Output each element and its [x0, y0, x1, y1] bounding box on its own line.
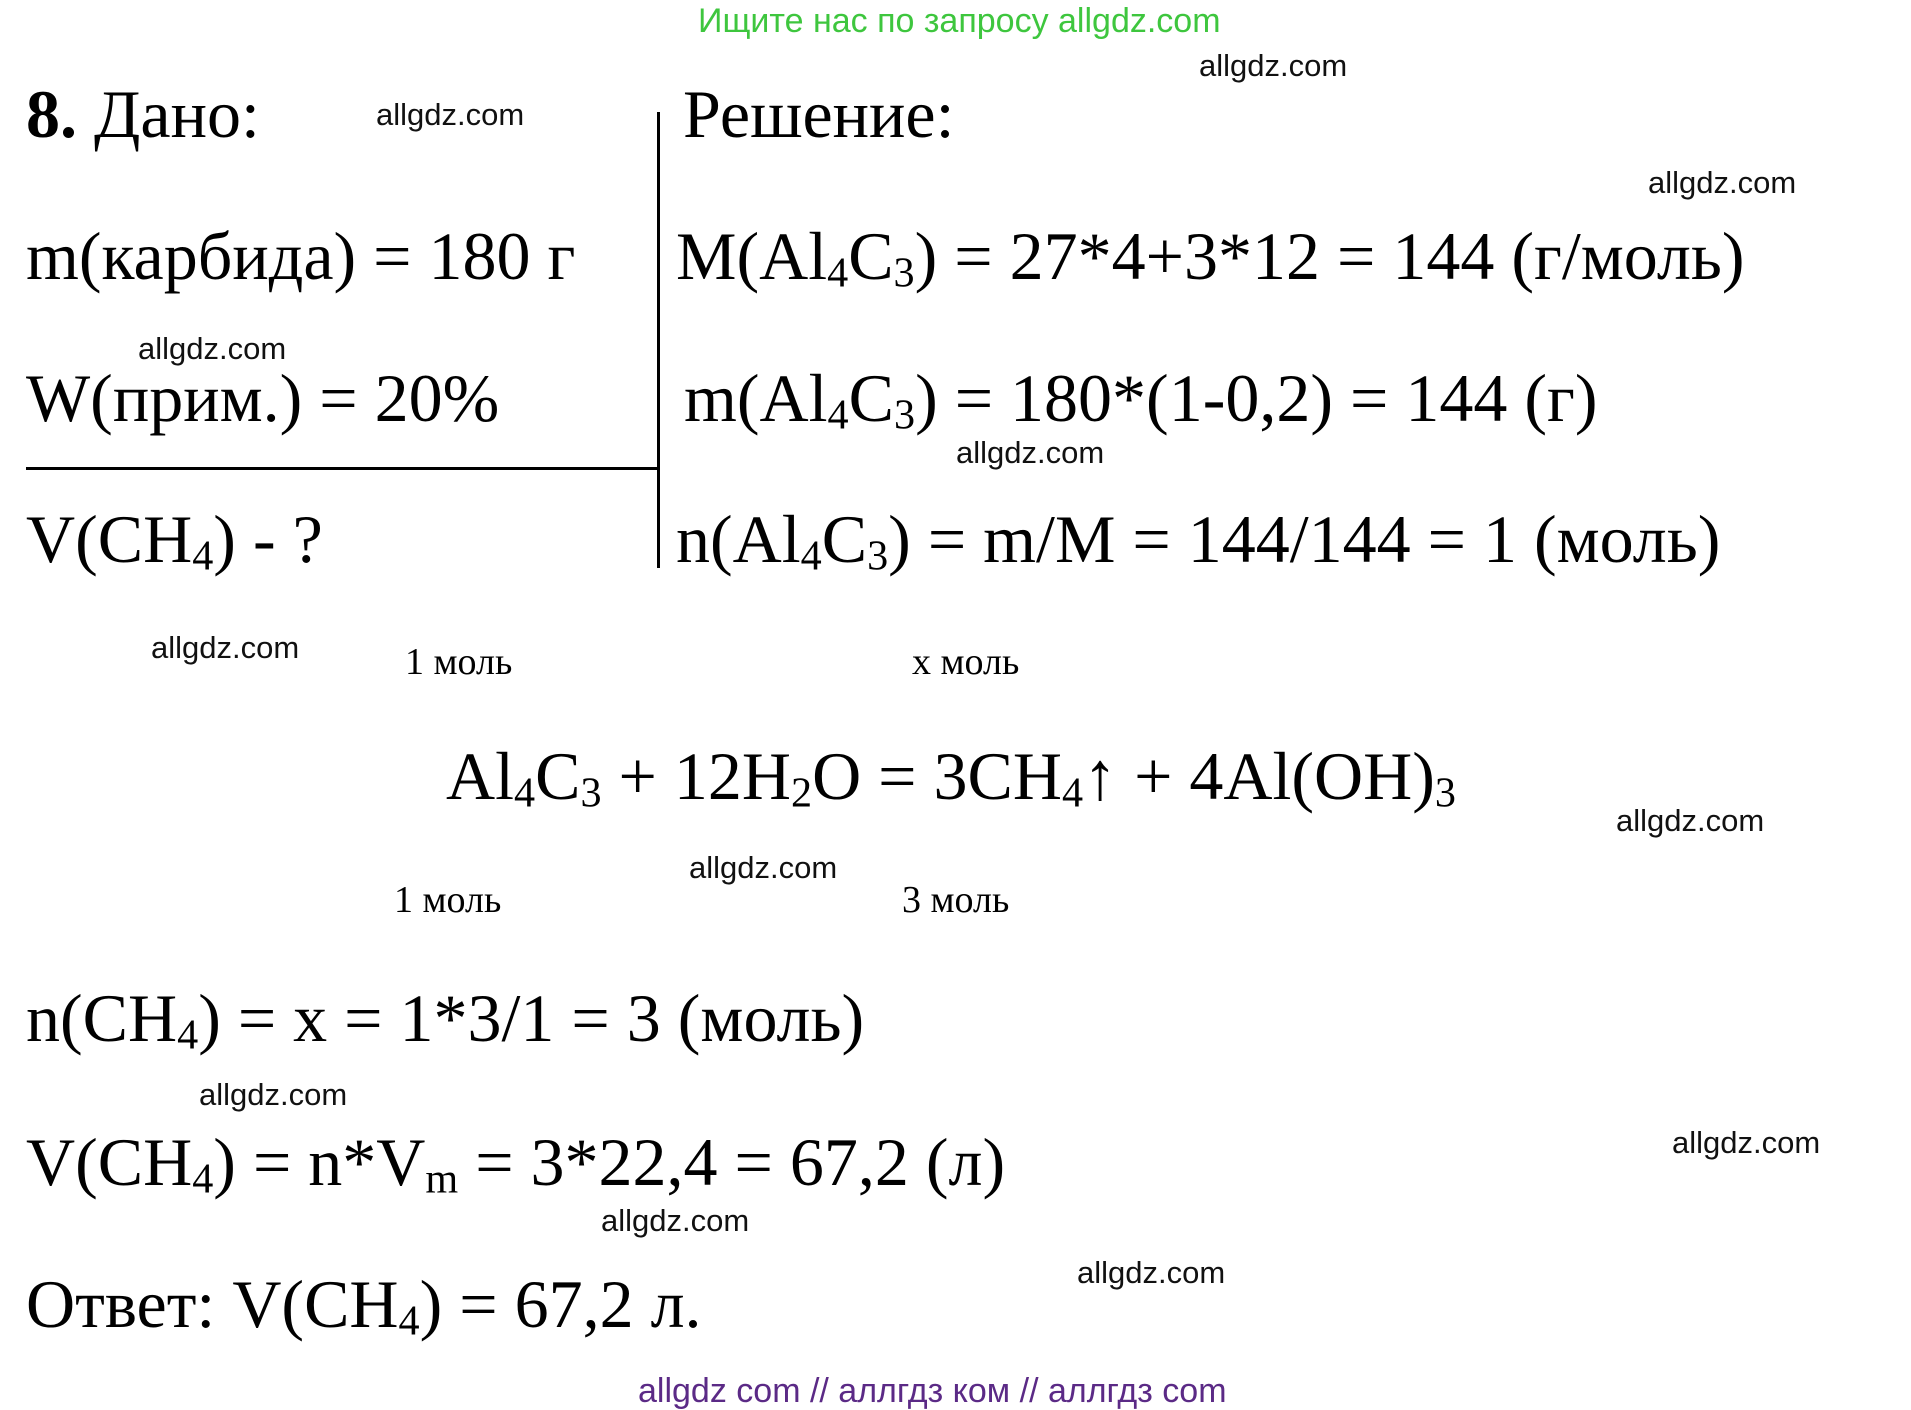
formula-part: ) = m/M = 144/144 = 1 (моль): [888, 501, 1721, 577]
given-mass-carbide: m(карбида) = 180 г: [26, 218, 576, 294]
subscript: 2: [790, 769, 813, 817]
subscript: 4: [1061, 769, 1084, 817]
bottom-banner: allgdz com // аллгдз ком // аллгдз com: [638, 1372, 1227, 1410]
watermark: allgdz.com: [1077, 1255, 1226, 1290]
find-volume: [26, 501, 323, 580]
problem-number: 8.: [26, 76, 77, 152]
given-impurity: W(прим.) = 20%: [26, 360, 500, 436]
formula-part: Ответ: V(CH: [26, 1266, 399, 1342]
subscript: 3: [1434, 769, 1456, 817]
molar-mass-line: [676, 218, 1745, 297]
given-title: Дано:: [94, 76, 260, 152]
subscript: 4: [827, 249, 849, 297]
find-tail: ) - ?: [213, 501, 323, 577]
formula-part: C: [848, 218, 894, 294]
vertical-divider: [657, 112, 660, 568]
reaction-equation: [446, 738, 1456, 817]
watermark: allgdz.com: [956, 435, 1105, 470]
v-ch4-line: [26, 1124, 1006, 1203]
formula-part: n(Al: [676, 501, 801, 577]
formula-part: ↑ + 4Al(OH): [1083, 738, 1435, 814]
watermark: allgdz.com: [1672, 1125, 1821, 1160]
watermark: allgdz.com: [376, 97, 525, 132]
subscript: 4: [398, 1297, 420, 1345]
formula-part: ) = 67,2 л.: [419, 1266, 702, 1342]
watermark: allgdz.com: [138, 331, 287, 366]
formula-part: n(CH: [26, 980, 178, 1056]
watermark: allgdz.com: [1648, 165, 1797, 200]
find-text: V(CH: [26, 501, 193, 577]
reaction-below-right: 3 моль: [902, 879, 1010, 921]
formula-part: m(Al: [684, 360, 828, 436]
solution-title: Решение:: [683, 76, 955, 152]
subscript: 4: [800, 532, 822, 580]
answer-line: [26, 1266, 702, 1345]
watermark: allgdz.com: [151, 630, 300, 665]
top-banner: Ищите нас по запросу allgdz.com: [698, 2, 1221, 40]
formula-part: + 12H: [601, 738, 791, 814]
watermark: allgdz.com: [199, 1077, 348, 1112]
formula-part: M(Al: [676, 218, 828, 294]
formula-part: C: [848, 360, 894, 436]
horizontal-divider: [26, 467, 658, 470]
watermark: allgdz.com: [601, 1203, 750, 1238]
formula-part: = 3*22,4 = 67,2 (л): [458, 1124, 1006, 1200]
reaction-above-right: х моль: [912, 641, 1020, 683]
formula-part: O = 3CH: [812, 738, 1062, 814]
subscript: 3: [580, 769, 602, 817]
formula-part: C: [535, 738, 581, 814]
subscript: 4: [177, 1011, 199, 1059]
formula-part: C: [821, 501, 868, 577]
formula-part: V(CH: [26, 1124, 193, 1200]
subscript: 3: [867, 532, 889, 580]
watermark: allgdz.com: [1199, 48, 1348, 83]
find-subscript: 4: [192, 532, 214, 580]
formula-part: ) = 180*(1-0,2) = 144 (г): [915, 360, 1598, 436]
subscript: 3: [893, 391, 916, 439]
pure-mass-line: [684, 360, 1598, 439]
formula-part: ) = 27*4+3*12 = 144 (г/моль): [914, 218, 1745, 294]
watermark: allgdz.com: [1616, 803, 1765, 838]
n-ch4-line: [26, 980, 865, 1059]
formula-part: ) = x = 1*3/1 = 3 (моль): [198, 980, 865, 1056]
subscript: 4: [827, 391, 849, 439]
subscript: 3: [893, 249, 915, 297]
watermark: allgdz.com: [689, 850, 838, 885]
problem-heading: [26, 76, 260, 152]
formula-part: Al: [446, 738, 514, 814]
subscript: 4: [514, 769, 536, 817]
subscript: 4: [192, 1155, 214, 1203]
reaction-above-left: 1 моль: [405, 641, 513, 683]
subscript: m: [425, 1155, 459, 1203]
reaction-below-left: 1 моль: [394, 879, 502, 921]
moles-line: [676, 501, 1721, 580]
formula-part: ) = n*V: [213, 1124, 426, 1200]
